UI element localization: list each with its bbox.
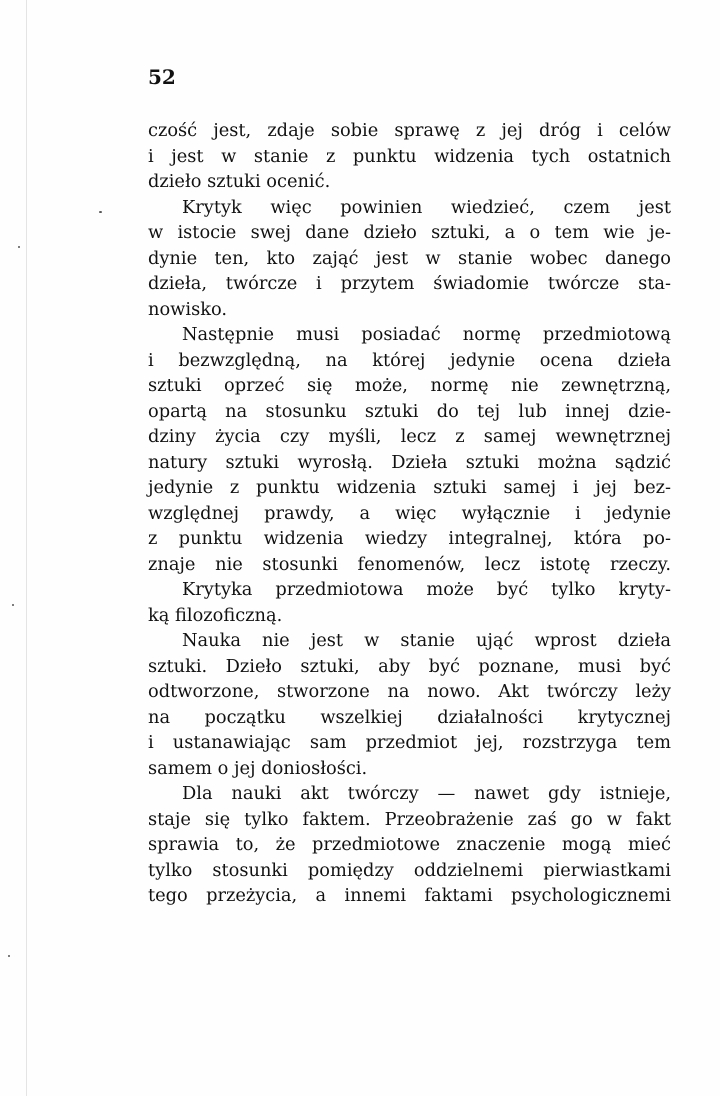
text-line: nowisko. [148, 298, 228, 320]
text-line: Krytyk więc powinien wiedzieć, czem jest [182, 196, 671, 218]
text-line: Następnie musi posiadać normę przedmiotową [182, 324, 671, 345]
text-line: czość jest, zdaje sobie sprawę z jej dróg i celów [148, 120, 671, 141]
text-line: Dla nauki akt twórczy — nawet gdy istnieje, [182, 783, 671, 804]
text-line: w istocie swej dane dzieło sztuki, a o tem wie je- [148, 222, 671, 243]
text-line: z punktu widzenia wiedzy integralnej, która po- [148, 528, 671, 549]
text-line: Nauka nie jest w stanie ująć wprost dzieła [182, 630, 671, 651]
text-line: i jest w stanie z punktu widzenia tych ostatnich [148, 145, 671, 167]
text-line: staje się tylko faktem. Przeobrażenie zaś go w fakt [148, 808, 671, 830]
text-line: względnej prawdy, a więc wyłącznie i jedynie [148, 502, 671, 524]
text-line: sprawia to, że przedmiotowe znaczenie mogą mieć [148, 834, 671, 855]
text-line: opartą na stosunku sztuki do tej lub innej dzie- [148, 400, 671, 422]
text-line: dynie ten, kto zająć jest w stanie wobec danego [148, 247, 671, 269]
text-line: i bezwzględną, na której jedynie ocena dzieła [148, 349, 671, 371]
text-line: tylko stosunki pomiędzy oddzielnemi pierwiastkami [148, 859, 671, 881]
body-text [148, 118, 671, 909]
scan-left-margin [0, 0, 27, 1096]
text-line: znaje nie stosunki fenomenów, lecz istotę rzeczy. [148, 553, 671, 575]
text-line: jedynie z punktu widzenia sztuki samej i jej bez- [148, 477, 671, 498]
text-line: samem o jej doniosłości. [148, 757, 368, 779]
text-line: na początku wszelkiej działalności krytycznej [148, 706, 671, 728]
text-line: natury sztuki wyrosłą. Dzieła sztuki można sądzić [148, 451, 671, 473]
page-number: 52 [148, 65, 176, 89]
text-line: Krytyka przedmiotowa może być tylko kryty- [182, 579, 671, 600]
text-line: sztuki. Dzieło sztuki, aby być poznane, musi być [148, 655, 671, 677]
text-line: dzieła, twórcze i przytem świadomie twórcze sta- [148, 273, 671, 294]
ink-speck [99, 211, 102, 213]
ink-speck [12, 604, 14, 606]
text-line: i ustanawiając sam przedmiot jej, rozstrzyga tem [148, 732, 671, 753]
text-line: sztuki oprzeć się może, normę nie zewnętrzną, [148, 375, 671, 396]
ink-speck [8, 955, 10, 957]
text-line: dziny życia czy myśli, lecz z samej wewnętrznej [148, 426, 671, 447]
ink-speck [18, 246, 20, 248]
text-line: dzieło sztuki ocenić. [148, 171, 331, 192]
text-line: ką filozoficzną. [148, 604, 283, 626]
text-line: tego przeżycia, a innemi faktami psychologicznemi [148, 885, 671, 906]
text-line: odtworzone, stworzone na nowo. Akt twórczy leży [148, 681, 671, 702]
